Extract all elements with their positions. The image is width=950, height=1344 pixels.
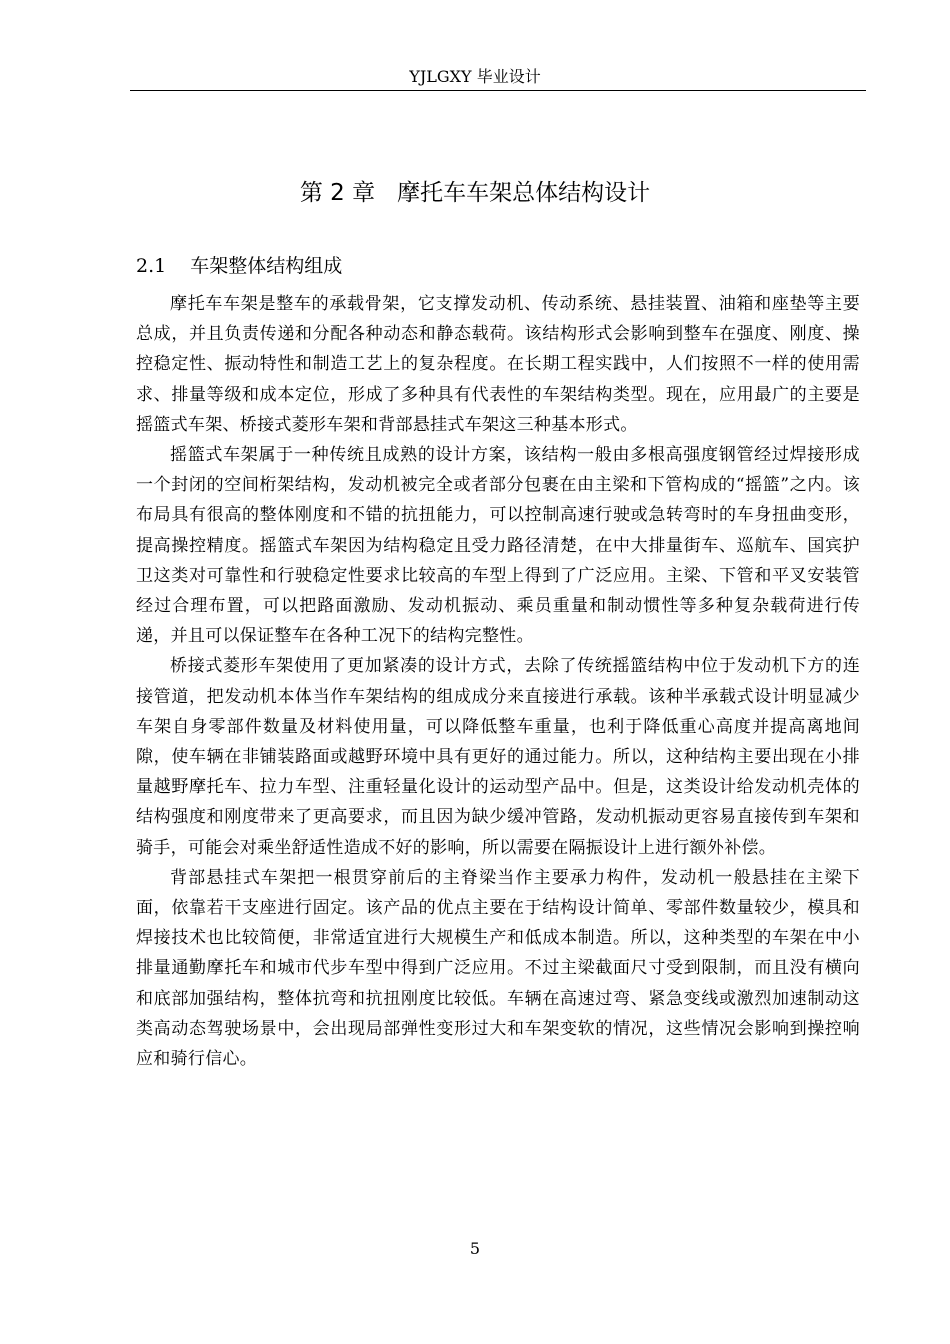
paragraph: 桥接式菱形车架使用了更加紧凑的设计方式，去除了传统摇篮结构中位于发动机下方的连接管道，把发动机本体当作车架结构的组成成分来直接进行承载。该种半承载式设计明显减少车架自身零部件数量及材料使用量，可以降低整车重量，也利于降低重心高度并提高离地间隙，使车辆在非铺装路面或越野环境中具有更好的通过能力。所以，这种结构主要出现在小排量越野摩托车、拉力车型、注重轻量化设计的运动型产品中。但是，这类设计给发动机壳体的结构强度和刚度带来了更高要求，而且因为缺少缓冲管路，发动机振动更容易直接传到车架和骑手，可能会对乘坐舒适性造成不好的影响，所以需要在隔振设计上进行额外补偿。 <box>136 656 860 858</box>
section-number: 2.1 <box>136 255 167 277</box>
page-header <box>0 66 950 88</box>
paragraph: 背部悬挂式车架把一根贯穿前后的主脊梁当作主要承力构件，发动机一般悬挂在主梁下面，依靠若干支座进行固定。该产品的优点主要在于结构设计简单、零部件数量较少，模具和焊接技术也比较简便，非常适宜进行大规模生产和低成本制造。所以，这种类型的车架在中小排量通勤摩托车和城市代步车型中得到广泛应用。不过主梁截面尺寸受到限制，而且没有横向和底部加强结构，整体抗弯和抗扭刚度比较低。车辆在高速过弯、紧急变线或激烈加速制动这类高动态驾驶场景中，会出现局部弹性变形过大和车架变软的情况，这些情况会影响到操控响应和骑行信心。 <box>136 867 860 1070</box>
paragraph: 摩托车车架是整车的承载骨架，它支撑发动机、传动系统、悬挂装置、油箱和座垫等主要总成，并且负责传递和分配各种动态和静态载荷。该结构形式会影响到整车在强度、刚度、操控稳定性、振动特性和制造工艺上的复杂程度。在长期工程实践中，人们按照不一样的使用需求、排量等级和成本定位，形成了多种具有代表性的车架结构类型。现在，应用最广的主要是摇篮式车架、桥接式菱形车架和背部悬挂式车架这三种基本形式。 <box>136 294 860 435</box>
header-divider <box>130 90 866 91</box>
header-text: YJLGXY 毕业设计 <box>409 67 541 86</box>
page-number: 5 <box>469 1239 481 1258</box>
chapter-title <box>0 176 950 210</box>
body-text <box>136 289 860 1074</box>
chapter-title-text: 摩托车车架总体结构设计 <box>397 180 651 206</box>
paragraph: 摇篮式车架属于一种传统且成熟的设计方案，该结构一般由多根高强度钢管经过焊接形成一个封闭的空间桁架结构，发动机被完全或者部分包裹在由主梁和下管构成的“摇篮”之内。该布局具有很高的整体刚度和不错的抗扭能力，可以控制高速行驶或急转弯时的车身扭曲变形，提高操控精度。摇篮式车架因为结构稳定且受力路径清楚，在中大排量街车、巡航车、国宾护卫这类对可靠性和行驶稳定性要求比较高的车型上得到了广泛应用。主梁、下管和平叉安装管经过合理布置，可以把路面激励、发动机振动、乘员重量和制动惯性等多种复杂载荷进行传递，并且可以保证整车在各种工况下的结构完整性。 <box>136 445 860 647</box>
section-title-text: 车架整体结构组成 <box>190 255 343 277</box>
section-heading <box>136 252 342 280</box>
chapter-number: 第 2 章 <box>299 180 376 206</box>
